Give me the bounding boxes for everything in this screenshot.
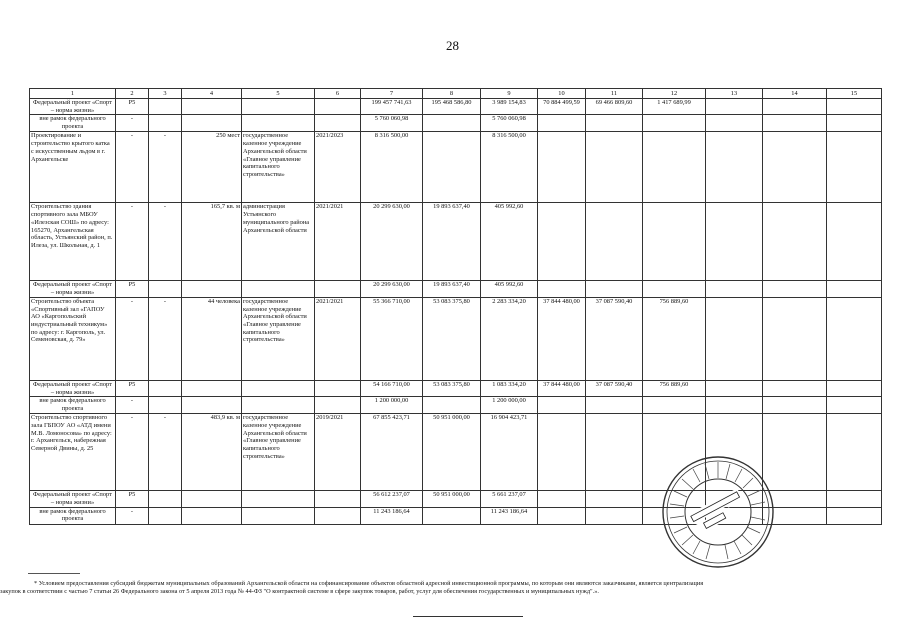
table-cell bbox=[149, 380, 182, 396]
table-cell: - bbox=[116, 203, 149, 281]
table-cell bbox=[763, 380, 827, 396]
table-cell: 756 889,60 bbox=[643, 297, 706, 380]
table-cell: вне рамок федерального проекта bbox=[30, 507, 116, 524]
table-cell: 2021/2021 bbox=[315, 297, 361, 380]
table-cell bbox=[315, 281, 361, 297]
table-cell: государственное казенное учреждение Архангельской области «Главное управление капитального строительства» bbox=[242, 414, 315, 491]
table-cell: - bbox=[116, 507, 149, 524]
table-cell bbox=[242, 491, 315, 507]
table-cell bbox=[706, 380, 763, 396]
end-line bbox=[413, 616, 523, 617]
table-cell bbox=[827, 203, 882, 281]
table-cell: 53 083 375,80 bbox=[423, 297, 481, 380]
table-cell: 1 200 000,00 bbox=[481, 397, 538, 414]
col-header: 8 bbox=[423, 89, 481, 99]
table-cell: 8 316 500,00 bbox=[481, 132, 538, 203]
table-cell bbox=[827, 491, 882, 507]
table-cell: Федеральный проект «Спорт – норма жизни» bbox=[30, 99, 116, 115]
table-row bbox=[30, 99, 882, 115]
table-cell bbox=[763, 115, 827, 132]
table-row bbox=[30, 132, 882, 203]
table-cell: 19 893 637,40 bbox=[423, 203, 481, 281]
col-header: 11 bbox=[586, 89, 643, 99]
table-cell bbox=[182, 281, 242, 297]
table-cell: 53 083 375,80 bbox=[423, 380, 481, 396]
table-cell: 5 760 060,98 bbox=[361, 115, 423, 132]
table-cell bbox=[706, 99, 763, 115]
table-cell: 44 человека bbox=[182, 297, 242, 380]
table-cell: 1 083 334,20 bbox=[481, 380, 538, 396]
table-cell: государственное казенное учреждение Архангельской области «Главное управление капитального строительства» bbox=[242, 132, 315, 203]
table-cell bbox=[763, 397, 827, 414]
table-cell bbox=[423, 115, 481, 132]
table-cell bbox=[643, 397, 706, 414]
table-cell: 1 417 689,99 bbox=[643, 99, 706, 115]
table-cell bbox=[706, 297, 763, 380]
table-cell: вне рамок федерального проекта bbox=[30, 397, 116, 414]
table-cell bbox=[643, 281, 706, 297]
table-cell bbox=[315, 99, 361, 115]
table-cell: Проектирование и строительство крытого катка с искусственным льдом в г. Архангельске bbox=[30, 132, 116, 203]
table-cell bbox=[827, 132, 882, 203]
table-cell bbox=[149, 281, 182, 297]
table-cell bbox=[538, 397, 586, 414]
table-cell: 1 200 000,00 bbox=[361, 397, 423, 414]
table-cell: 69 466 809,60 bbox=[586, 99, 643, 115]
table-cell: 20 299 630,00 bbox=[361, 281, 423, 297]
table-cell: 55 366 710,00 bbox=[361, 297, 423, 380]
table-cell: 2019/2021 bbox=[315, 414, 361, 491]
table-cell: 54 166 710,00 bbox=[361, 380, 423, 396]
table-cell bbox=[242, 380, 315, 396]
header-row bbox=[30, 89, 882, 99]
table-cell: Федеральный проект «Спорт – норма жизни» bbox=[30, 491, 116, 507]
table-cell: 2 283 334,20 bbox=[481, 297, 538, 380]
table-cell: Строительство здания спортивного зала МБОУ «Илезская СОШ» по адресу: 165270, Архангельская область, Устьянский район, п. Илеза, ул. Школьная, д. 1 bbox=[30, 203, 116, 281]
table-cell bbox=[763, 99, 827, 115]
table-cell: Р5 bbox=[116, 281, 149, 297]
table-cell: 756 889,60 bbox=[643, 380, 706, 396]
table-cell: - bbox=[149, 414, 182, 491]
table-cell bbox=[706, 281, 763, 297]
table-cell: Р5 bbox=[116, 99, 149, 115]
table-cell bbox=[182, 507, 242, 524]
table-cell bbox=[586, 414, 643, 491]
table-cell: 165,7 кв. м bbox=[182, 203, 242, 281]
table-cell bbox=[706, 132, 763, 203]
table-cell bbox=[538, 491, 586, 507]
table-cell: 199 457 741,63 bbox=[361, 99, 423, 115]
table-cell: Строительство объекта «Спортивный зал «ГАПОУ АО «Каргопольский индустриальный техникум» по адресу: г. Каргополь, ул. Семеновская, д. 79» bbox=[30, 297, 116, 380]
col-header: 9 bbox=[481, 89, 538, 99]
table-cell bbox=[827, 297, 882, 380]
col-header: 10 bbox=[538, 89, 586, 99]
footnote-line: закупок в соответствии с частью 7 статьи 26 Федерального закона от 5 апреля 2013 года № 44-ФЗ "О контрактной системе в сфере закупок товаров, работ, услуг для обеспечения государственных и муниципальных нужд".». bbox=[0, 588, 599, 595]
table-cell bbox=[149, 507, 182, 524]
table-cell: Р5 bbox=[116, 380, 149, 396]
table-cell bbox=[827, 380, 882, 396]
table-cell: 5 661 237,07 bbox=[481, 491, 538, 507]
table-cell: 16 904 423,71 bbox=[481, 414, 538, 491]
col-header: 2 bbox=[116, 89, 149, 99]
table-cell bbox=[149, 99, 182, 115]
table-cell bbox=[763, 281, 827, 297]
table-cell: - bbox=[149, 203, 182, 281]
table-cell: 50 951 000,00 bbox=[423, 491, 481, 507]
table-cell bbox=[182, 380, 242, 396]
table-cell bbox=[538, 115, 586, 132]
table-cell bbox=[538, 132, 586, 203]
table-cell: Федеральный проект «Спорт – норма жизни» bbox=[30, 380, 116, 396]
table-cell bbox=[315, 380, 361, 396]
table-cell: государственное казенное учреждение Архангельской области «Главное управление капитального строительства» bbox=[242, 297, 315, 380]
table-cell bbox=[586, 397, 643, 414]
table-cell bbox=[423, 507, 481, 524]
table-cell bbox=[538, 414, 586, 491]
table-cell bbox=[182, 99, 242, 115]
table-cell bbox=[538, 203, 586, 281]
table-cell: - bbox=[116, 414, 149, 491]
table-cell: 483,9 кв. м bbox=[182, 414, 242, 491]
table-cell: - bbox=[149, 297, 182, 380]
table-cell: 250 мест bbox=[182, 132, 242, 203]
table-cell: администрация Устьянского муниципального района Архангельской области bbox=[242, 203, 315, 281]
table-cell bbox=[149, 491, 182, 507]
col-header: 14 bbox=[763, 89, 827, 99]
table-row bbox=[30, 380, 882, 396]
protocol-department-stamp bbox=[660, 454, 776, 570]
table-cell bbox=[827, 115, 882, 132]
table-cell bbox=[315, 115, 361, 132]
table-cell: 20 299 630,00 bbox=[361, 203, 423, 281]
table-cell bbox=[182, 397, 242, 414]
table-cell: - bbox=[116, 115, 149, 132]
table-cell bbox=[586, 203, 643, 281]
table-cell bbox=[827, 507, 882, 524]
table-cell bbox=[315, 491, 361, 507]
col-header: 15 bbox=[827, 89, 882, 99]
table-cell bbox=[827, 281, 882, 297]
table-cell bbox=[242, 507, 315, 524]
table-cell: 3 989 154,83 bbox=[481, 99, 538, 115]
table-cell bbox=[242, 281, 315, 297]
table-cell bbox=[827, 397, 882, 414]
table-cell bbox=[643, 115, 706, 132]
table-cell: вне рамок федерального проекта bbox=[30, 115, 116, 132]
col-header: 6 bbox=[315, 89, 361, 99]
table-cell bbox=[242, 397, 315, 414]
table-cell: 195 468 586,80 bbox=[423, 99, 481, 115]
table-cell bbox=[182, 491, 242, 507]
footnote-line: * Условием предоставления субсидий бюджетам муниципальных образований Архангельской области на софинансирование объектов областной адресной инвестиционной программы, по которым они являются заказчиками, является централизация bbox=[34, 580, 704, 587]
table-cell: 2021/2021 bbox=[315, 203, 361, 281]
table-cell bbox=[827, 414, 882, 491]
table-row bbox=[30, 397, 882, 414]
table-row bbox=[30, 203, 882, 281]
footnote bbox=[0, 580, 905, 596]
table-cell bbox=[242, 115, 315, 132]
col-header: 1 bbox=[30, 89, 116, 99]
col-header: 5 bbox=[242, 89, 315, 99]
col-header: 12 bbox=[643, 89, 706, 99]
table-cell: Р5 bbox=[116, 491, 149, 507]
table-row bbox=[30, 281, 882, 297]
table-cell bbox=[149, 115, 182, 132]
table-cell bbox=[763, 132, 827, 203]
table-cell: - bbox=[116, 397, 149, 414]
table-cell: 50 951 000,00 bbox=[423, 414, 481, 491]
table-cell bbox=[763, 297, 827, 380]
table-cell: 5 760 060,98 bbox=[481, 115, 538, 132]
table-cell: 2021/2023 bbox=[315, 132, 361, 203]
col-header: 4 bbox=[182, 89, 242, 99]
table-cell: 405 992,60 bbox=[481, 203, 538, 281]
table-cell: 67 855 423,71 bbox=[361, 414, 423, 491]
table-cell: 70 884 499,59 bbox=[538, 99, 586, 115]
table-cell bbox=[706, 397, 763, 414]
table-cell: Строительство спортивного зала ГБПОУ АО «АТД имени М.В. Ломоносова» по адресу: г. Архангельск, набережная Северной Двины, д. 25 bbox=[30, 414, 116, 491]
table-cell: 56 612 237,07 bbox=[361, 491, 423, 507]
table-cell: 37 844 480,00 bbox=[538, 380, 586, 396]
table-cell: 19 893 637,40 bbox=[423, 281, 481, 297]
table-cell: - bbox=[116, 297, 149, 380]
table-cell: 11 243 186,64 bbox=[481, 507, 538, 524]
table-cell: 405 992,60 bbox=[481, 281, 538, 297]
table-cell: 37 087 590,40 bbox=[586, 297, 643, 380]
table-cell bbox=[538, 281, 586, 297]
table-cell: - bbox=[149, 132, 182, 203]
table-cell bbox=[586, 115, 643, 132]
table-cell bbox=[315, 507, 361, 524]
table-row bbox=[30, 115, 882, 132]
col-header: 3 bbox=[149, 89, 182, 99]
table-cell bbox=[182, 115, 242, 132]
footnote-separator bbox=[28, 573, 80, 574]
table-cell: 37 844 480,00 bbox=[538, 297, 586, 380]
table-row bbox=[30, 297, 882, 380]
table-cell bbox=[242, 99, 315, 115]
table-cell bbox=[586, 132, 643, 203]
page-number: 28 bbox=[446, 38, 459, 53]
table-cell: 11 243 186,64 bbox=[361, 507, 423, 524]
table-cell bbox=[315, 397, 361, 414]
table-cell: - bbox=[116, 132, 149, 203]
table-cell bbox=[586, 281, 643, 297]
table-cell bbox=[423, 132, 481, 203]
table-cell bbox=[827, 99, 882, 115]
table-cell: Федеральный проект «Спорт – норма жизни» bbox=[30, 281, 116, 297]
table-cell bbox=[706, 203, 763, 281]
table-cell bbox=[586, 507, 643, 524]
col-header: 7 bbox=[361, 89, 423, 99]
table-cell bbox=[538, 507, 586, 524]
table-cell bbox=[763, 203, 827, 281]
table-cell bbox=[643, 132, 706, 203]
table-cell bbox=[706, 115, 763, 132]
table-cell: 8 316 500,00 bbox=[361, 132, 423, 203]
table-cell bbox=[423, 397, 481, 414]
col-header: 13 bbox=[706, 89, 763, 99]
table-cell bbox=[643, 203, 706, 281]
table-cell bbox=[586, 491, 643, 507]
table-cell bbox=[149, 397, 182, 414]
table-cell: 37 087 590,40 bbox=[586, 380, 643, 396]
